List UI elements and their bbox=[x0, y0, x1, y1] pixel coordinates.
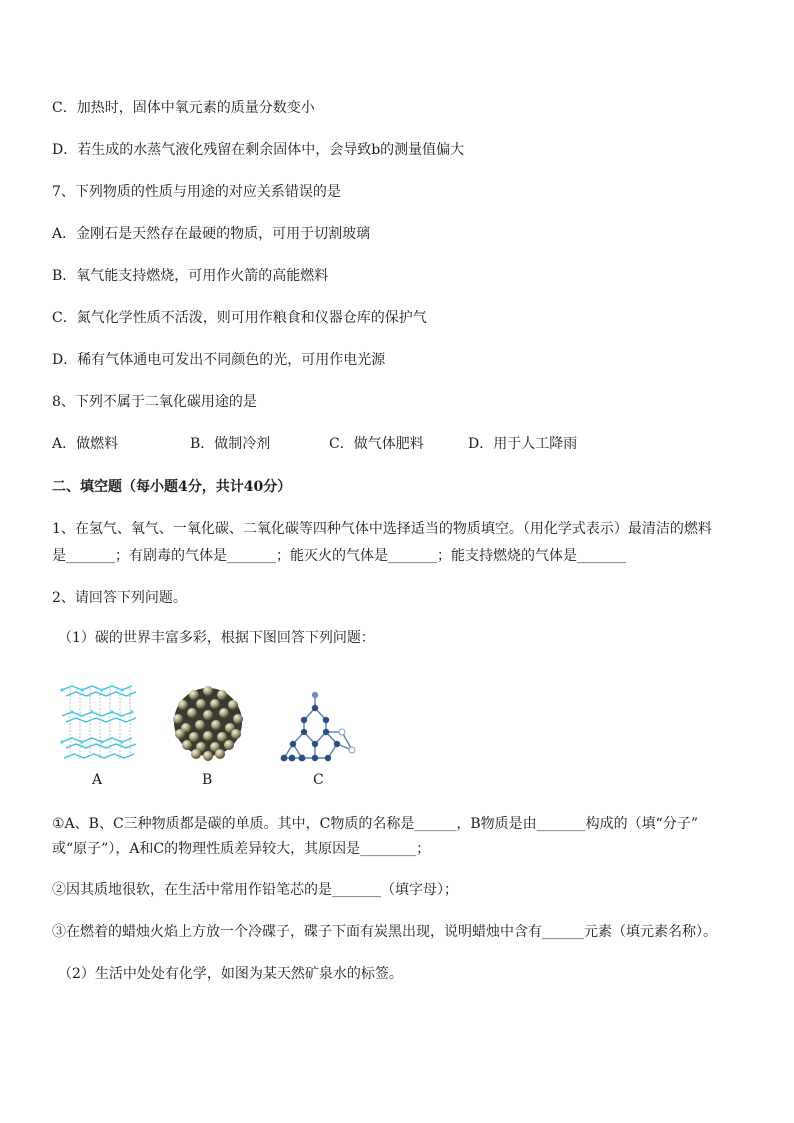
fullerene-structure-image bbox=[170, 682, 246, 762]
diamond-structure-image bbox=[272, 688, 364, 768]
fill-q2-part2: （2）生活中处处有化学，如图为某天然矿泉水的标签。 bbox=[58, 966, 403, 982]
q8-option-d: D．用于人工降雨 bbox=[468, 436, 578, 452]
q8-stem: 8、下列不属于二氧化碳用途的是 bbox=[52, 394, 257, 410]
fill-q2-stem: 2、请回答下列问题。 bbox=[52, 590, 187, 606]
fill-q2-sub3: ③在燃着的蜡烛火焰上方放一个冷碟子，碟子下面有炭黑出现，说明蜡烛中含有______元素（填元素名称）。 bbox=[52, 924, 717, 940]
fill-q1-line2: 是_______；有剧毒的气体是_______；能灭火的气体是_______；能支持燃烧的气体是_______ bbox=[52, 548, 626, 564]
fill-q2-sub1-line2: 或“原子”），A和C的物理性质差异较大，其原因是________； bbox=[52, 841, 431, 857]
q6-option-d: D．若生成的水蒸气液化残留在剩余固体中，会导致b的测量值偏大 bbox=[52, 142, 465, 158]
q7-option-a: A．金刚石是天然存在最硬的物质，可用于切割玻璃 bbox=[52, 226, 371, 242]
q8-option-b: B．做制冷剂 bbox=[190, 436, 271, 452]
figure-label-a: A bbox=[92, 772, 103, 788]
q7-option-b: B．氧气能支持燃烧，可用作火箭的高能燃料 bbox=[52, 268, 329, 284]
q8-option-a: A．做燃料 bbox=[52, 436, 119, 452]
fill-q2-part1: （1）碳的世界丰富多彩，根据下图回答下列问题： bbox=[58, 630, 375, 646]
q7-option-c: C．氮气化学性质不活泼，则可用作粮食和仪器仓库的保护气 bbox=[52, 310, 427, 326]
figure-label-b: B bbox=[202, 772, 213, 788]
figure-label-c: C bbox=[313, 772, 324, 788]
graphite-structure-image bbox=[56, 680, 140, 766]
q7-option-d: D．稀有气体通电可发出不同颜色的光，可用作电光源 bbox=[52, 352, 386, 368]
q7-stem: 7、下列物质的性质与用途的对应关系错误的是 bbox=[52, 184, 341, 200]
q8-option-c: C．做气体肥料 bbox=[329, 436, 424, 452]
section-title: 二、填空题（每小题4分，共计40分） bbox=[52, 479, 292, 495]
fill-q2-sub2: ②因其质地很软，在生活中常用作铅笔芯的是_______（填字母）； bbox=[52, 882, 458, 898]
fill-q1-line1: 1、在氢气、氧气、一氧化碳、二氧化碳等四种气体中选择适当的物质填空。（用化学式表示）最清洁的燃料 bbox=[52, 521, 712, 537]
q6-option-c: C．加热时，固体中氧元素的质量分数变小 bbox=[52, 100, 315, 116]
fill-q2-sub1-line1: ①A、B、C三种物质都是碳的单质。其中，C物质的名称是______，B物质是由_______构成的（填“分子” bbox=[52, 816, 698, 832]
